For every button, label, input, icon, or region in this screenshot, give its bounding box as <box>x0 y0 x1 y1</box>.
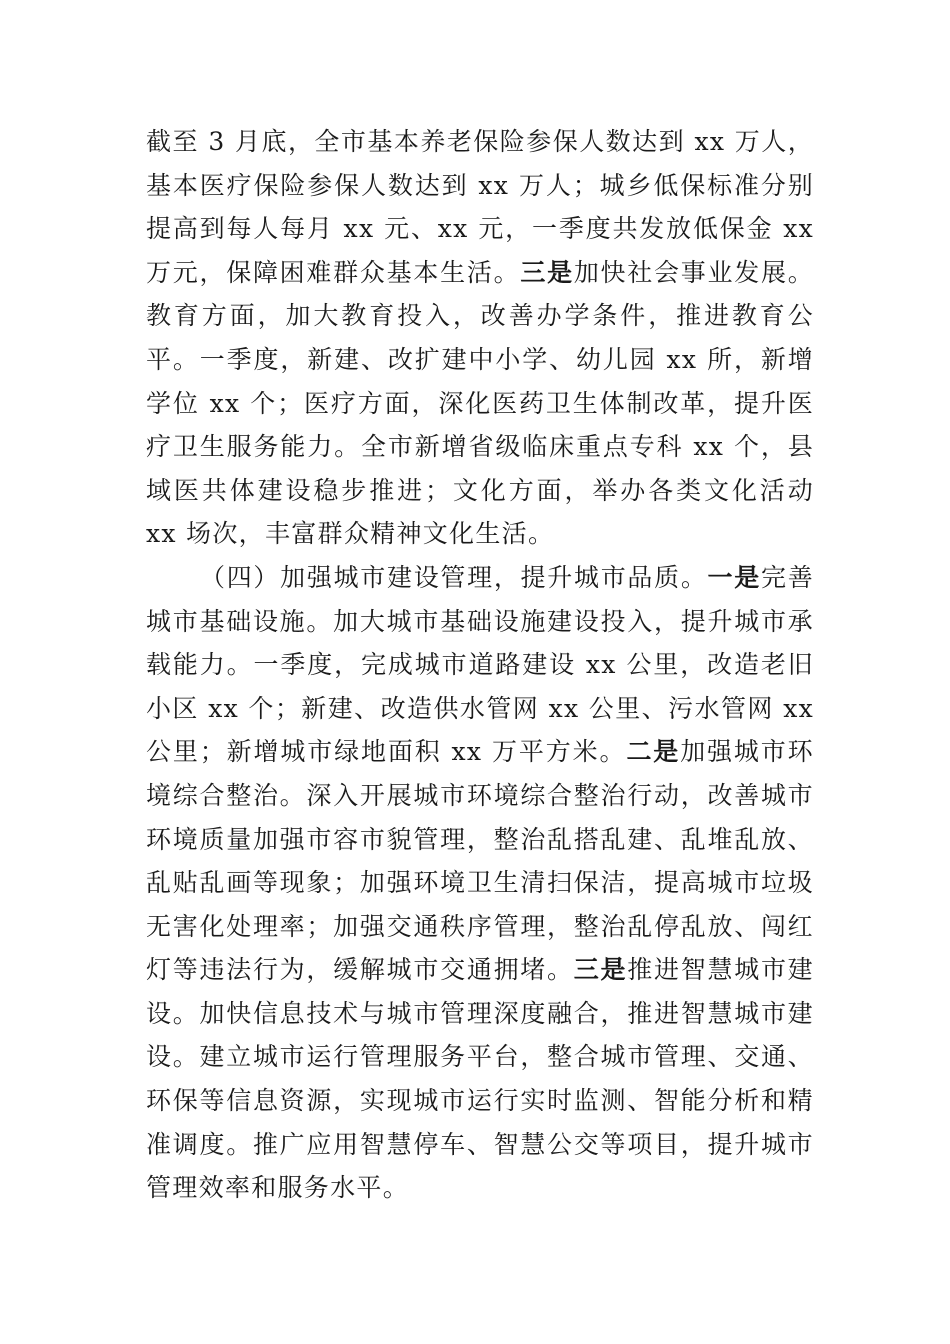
paragraph-text: 加强城市环境综合整治。深入开展城市环境综合整治行动，改善城市环境质量加强市容市貌管理，整治乱搭乱建、乱堆乱放、乱贴乱画等现象；加强环境卫生清扫保洁，提高城市垃圾无害化处理率；加强交通秩序管理，整治乱停乱放、闯红灯等违法行为，缓解城市交通拥堵。 <box>146 737 814 985</box>
paragraph-city-construction <box>146 556 814 1210</box>
paragraph-text: 截至 3 月底，全市基本养老保险参保人数达到 xx 万人，基本医疗保险参保人数达到 xx 万人；城乡低保标准分别提高到每人每月 xx 元、xx 元，一季度共发放低保金 xx 万元，保障困难群众基本生活。 <box>146 127 814 287</box>
paragraph-emphasis: 三是 <box>573 955 628 985</box>
paragraph-emphasis: 三是 <box>520 257 574 287</box>
paragraph-text: 完善城市基础设施。加大城市基础设施建设投入，提升城市承载能力。一季度，完成城市道路建设 xx 公里，改造老旧小区 xx 个；新建、改造供水管网 xx 公里、污水管网 xx 公里；新增城市绿地面积 xx 万平方米。 <box>146 562 814 767</box>
paragraph-social-affairs <box>146 120 814 556</box>
section-heading: （四）加强城市建设管理，提升城市品质。 <box>200 562 708 592</box>
document-body <box>146 120 814 1210</box>
paragraph-text: 推进智慧城市建设。加快信息技术与城市管理深度融合，推进智慧城市建设。建立城市运行管理服务平台，整合城市管理、交通、环保等信息资源，实现城市运行实时监测、智能分析和精准调度。推广应用智慧停车、智慧公交等项目，提升城市管理效率和服务水平。 <box>146 955 814 1203</box>
paragraph-text: 加快社会事业发展。教育方面，加大教育投入，改善办学条件，推进教育公平。一季度，新建、改扩建中小学、幼儿园 xx 所，新增学位 xx 个；医疗方面，深化医药卫生体制改革，提升医疗卫生服务能力。全市新增省级临床重点专科 xx 个，县域医共体建设稳步推进；文化方面，举办各类文化活动 xx 场次，丰富群众精神文化生活。 <box>146 257 815 549</box>
paragraph-emphasis: 二是 <box>626 737 681 767</box>
paragraph-emphasis: 一是 <box>707 562 761 592</box>
